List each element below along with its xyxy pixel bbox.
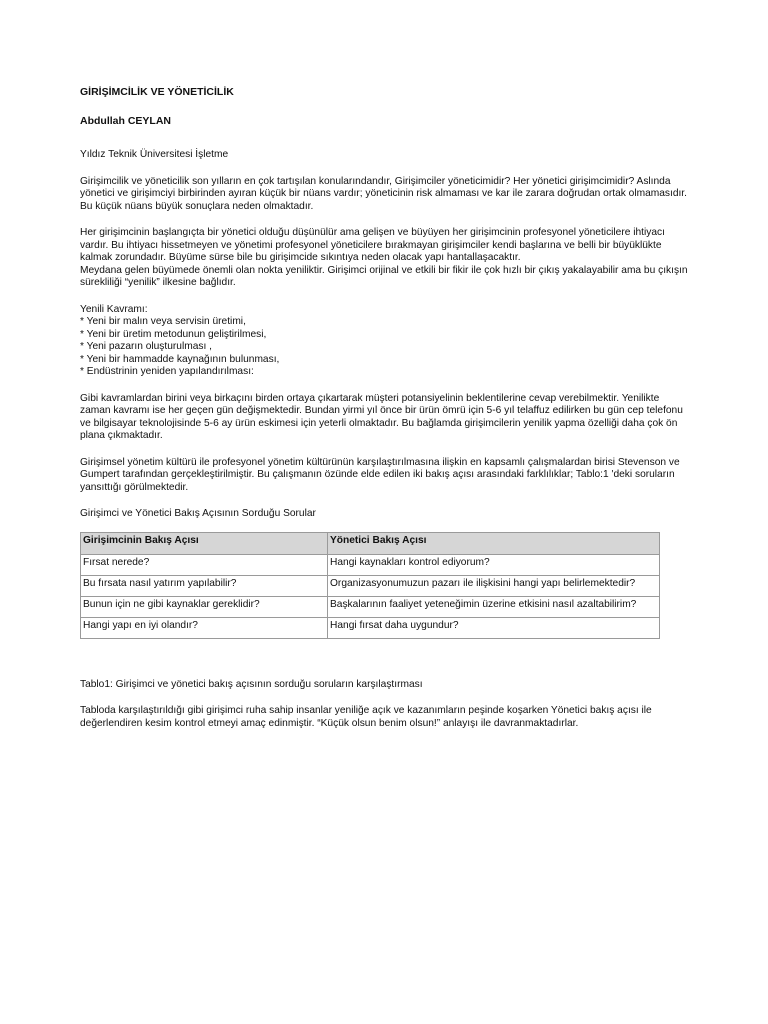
table-cell: Organizasyonumuzun pazarı ile ilişkisini hangi yapı belirlemektedir? xyxy=(328,575,660,596)
innovation-list xyxy=(80,316,688,379)
comparison-table xyxy=(80,532,660,639)
table-row xyxy=(81,617,660,638)
paragraph-conclusion: Tabloda karşılaştırıldığı gibi girişimci ruha sahip insanlar yeniliğe açık ve kazanımların peşinde koşarken Yönetici bakış açısı ile değerlendiren kesim kontrol etmeyi amaç edinmiştir. “Küçük olsun benim olsun!” anlayışı ile davranmaktadırlar. xyxy=(80,705,652,729)
paragraph-intro: Girişimcilik ve yöneticilik son yılların en çok tartışılan konularındandır, Girişimciler yöneticimidir? Her yönetici girişimcimidir? Aslında yönetici ve girişimciyi birbirinden ayıran küçük bir nüans vardır; yöneticinin risk almaması ve kar ile zarara doğrudan ortak olmamasıdır. Bu küçük nüans büyük sonuçlara neden olmaktadır. xyxy=(80,175,687,212)
paragraph-time-concept: Gibi kavramlardan birini veya birkaçını birden ortaya çıkartarak müşteri potansiyelinin beklentilerine cevap verebilmektir. Yenilikte zaman kavramı ise her geçen gün değişmektedir. Bundan yirmi yıl önce bir ürün ömrü için 5-6 yıl telaffuz edilirken bu gün cep telefonu ve bilgisayar teknolojisinde 5-6 ay ürün eskimesi için yeterli olmaktadır. Bu bağlamda girişimcilerin yenilik yapma özelliği daha çok ön plana çıkmaktadır. xyxy=(80,392,683,441)
list-item: * Yeni bir hammadde kaynağının bulunması, xyxy=(80,353,280,365)
table-cell: Bu fırsata nasıl yatırım yapılabilir? xyxy=(81,575,328,596)
table-header-row xyxy=(81,532,660,554)
header-entrepreneur: Girişimcinin Bakış Açısı xyxy=(81,532,328,554)
document-page xyxy=(80,86,688,730)
paragraph-innovation-point: Meydana gelen büyümede önemli olan nokta yeniliktir. Girişimci orijinal ve etkili bir fikir ile çok hızlı bir çıkış yakalayabilir ama bu çıkışın sürekliliği “yenilik” ilkesine bağlıdır. xyxy=(80,264,688,288)
table-row xyxy=(81,554,660,575)
table-cell: Hangi yapı en iyi olandır? xyxy=(81,617,328,638)
document-title: GİRİŞİMCİLİK VE YÖNETİCİLİK xyxy=(80,86,234,98)
affiliation: Yıldız Teknik Üniversitesi İşletme xyxy=(80,149,229,160)
table-cell: Bunun için ne gibi kaynaklar gereklidir? xyxy=(81,596,328,617)
table-cell: Hangi kaynakları kontrol ediyorum? xyxy=(328,554,660,575)
header-manager: Yönetici Bakış Açısı xyxy=(328,532,660,554)
list-item: * Yeni pazarın oluşturulması , xyxy=(80,341,212,352)
table-cell: Hangi fırsat daha uygundur? xyxy=(328,617,660,638)
paragraph-growth: Her girişimcinin başlangıçta bir yönetici olduğu düşünülür ama gelişen ve büyüyen her girişimcinin profesyonel yöneticilere ihtiyacı vardır. Bu ihtiyacı hissetmeyen ve yönetimi profesyonel yöneticilere bırakmayan girişimciler kendi başlarına ve belli bir büyüklükte kalmak zorundadır. Büyüme sürse bile bu girişimcide sıkıntıya neden olacak yapı hantallaşacaktır. xyxy=(80,227,665,263)
list-item: * Yeni bir malın veya servisin üretimi, xyxy=(80,316,246,327)
table-row xyxy=(81,575,660,596)
table-row xyxy=(81,596,660,617)
author-name: Abdullah CEYLAN xyxy=(80,114,171,127)
innovation-heading: Yenili Kavramı: xyxy=(80,303,148,315)
table-cell: Fırsat nerede? xyxy=(81,554,328,575)
paragraph-culture: Girişimsel yönetim kültürü ile profesyonel yönetim kültürünün karşılaştırılmasına ilişkin en kapsamlı çalışmalardan birisi Stevenson ve Gumpert tarafından gerçekleştirilmiştir. Bu çalışmanın özünde elde edilen iki bakış açısı arasındaki farklılıklar; Tablo:1 'deki soruların yansıttığı görülmektedir. xyxy=(80,456,680,493)
table-caption: Tablo1: Girişimci ve yönetici bakış açısının sorduğu soruların karşılaştırması xyxy=(80,678,423,690)
table-cell: Başkalarının faaliyet yeteneğimin üzerine etkisini nasıl azaltabilirim? xyxy=(328,596,660,617)
table-intro: Girişimci ve Yönetici Bakış Açısının Sorduğu Sorular xyxy=(80,508,316,519)
list-item: * Endüstrinin yeniden yapılandırılması: xyxy=(80,366,254,377)
list-item: * Yeni bir üretim metodunun geliştirilmesi, xyxy=(80,328,267,340)
